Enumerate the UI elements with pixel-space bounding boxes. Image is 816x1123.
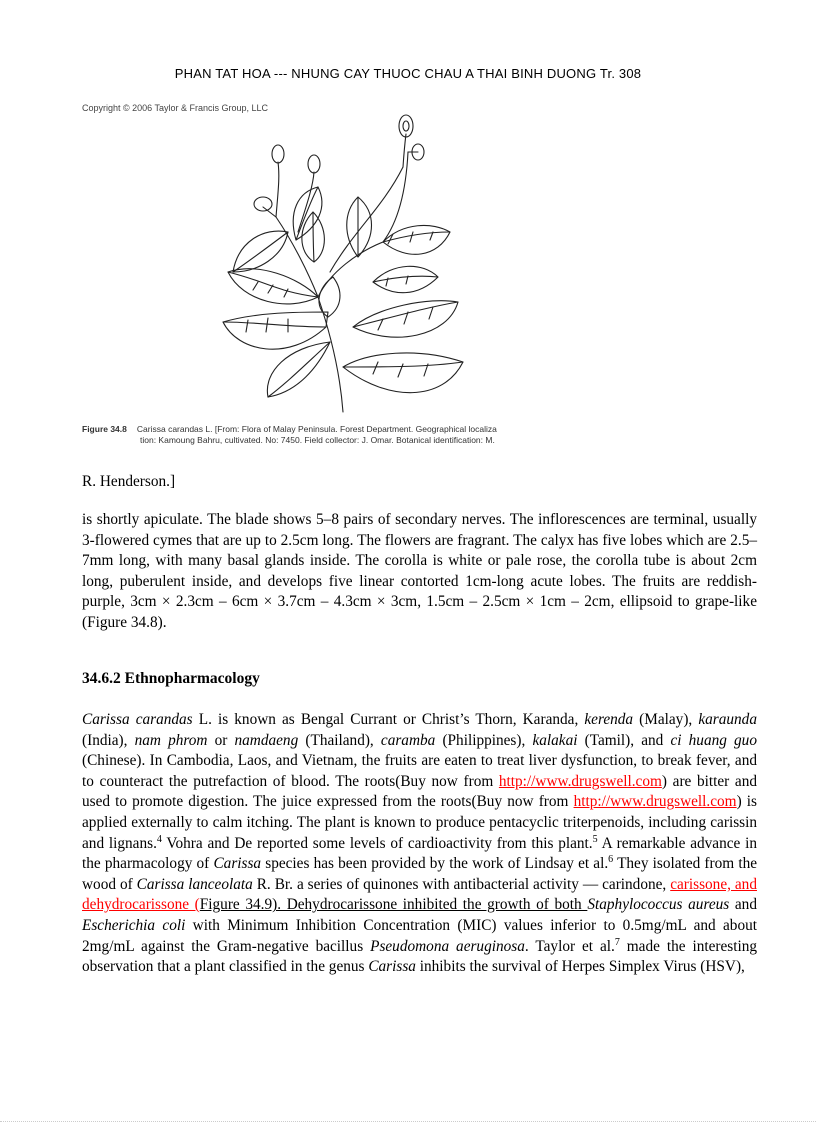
genus-name: Carissa (368, 958, 416, 976)
text-span: ) are bitter and used to promote digestion. The juice expressed from the roots(Buy now from (82, 772, 757, 811)
caption-continuation: R. Henderson.] (82, 473, 176, 490)
page-header: PHAN TAT HOA --- NHUNG CAY THUOC CHAU A THAI BINH DUONG Tr. 308 (174, 66, 642, 81)
drugswell-link-2[interactable]: http://www.drugswell.com (573, 793, 737, 811)
local-name: kalakai (532, 731, 578, 749)
text-span: A remarkable advance in the pharmacology of (82, 834, 757, 873)
text-span: species has been provided by the work of Lindsay et al. (261, 855, 609, 873)
copyright-notice: Copyright © 2006 Taylor & Francis Group, LLC (82, 103, 269, 113)
reference-7: 7 (614, 936, 620, 948)
section-heading: 34.6.2 Ethnopharmacology (82, 670, 260, 687)
underlined-text: Figure 34.9). Dehydrocarissone inhibited the growth of both (199, 896, 588, 914)
text-span: with Minimum Inhibition Concentration (MIC) values inferior to 0.5mg/mL and about 2mg/mL against the Gram-negative bacillus (82, 916, 758, 955)
text-span: (Philippines), (435, 731, 533, 749)
text-span: (India), (82, 731, 135, 749)
bacteria-name: Escherichia coli (82, 916, 186, 934)
text-span: . Taylor et al. (524, 937, 615, 955)
species-name: Carissa carandas (82, 711, 193, 728)
species-name: Carissa lanceolata (136, 875, 253, 893)
local-name: karaunda (698, 711, 757, 728)
text-span: (Thailand), (298, 731, 381, 749)
text-span: ) is applied externally to calm itching. The plant is known to produce pentacyclic triterpenoids, including carissin and lignans. (82, 793, 757, 852)
text-span: (Chinese). In Cambodia, Laos, and Vietnam, the fruits are eaten to treat liver dysfunction, to break fever, and to counteract the putrefaction of blood. The roots(Buy now from (82, 752, 757, 790)
local-name: namdaeng (234, 731, 299, 749)
page-bottom-rule (0, 1121, 816, 1122)
local-name: caramba (380, 731, 436, 749)
ethnopharmacology-paragraph (82, 710, 757, 978)
plant-illustration (218, 112, 468, 417)
figure-caption (82, 424, 642, 446)
reference-5: 5 (592, 833, 598, 845)
text-span: R. Br. a series of quinones with antibacterial activity — carindone, (252, 875, 671, 893)
figure-label: Figure 34.8 (82, 424, 127, 434)
text-span: They isolated from the wood of (82, 855, 758, 893)
local-name: nam phrom (134, 731, 208, 749)
reference-6: 6 (608, 854, 614, 866)
local-name: kerenda (584, 711, 634, 728)
text-span: inhibits the survival of Herpes Simplex Virus (HSV), (415, 958, 745, 976)
text-span: L. is known as Bengal Currant or Christ’s Thorn, Karanda, (192, 711, 585, 728)
bacteria-name: Staphylococcus aureus (587, 896, 730, 914)
figure-caption-line1: Carissa carandas L. [From: Flora of Malay Peninsula. Forest Department. Geographical localiza (136, 424, 497, 434)
text-span: (Tamil), and (577, 731, 671, 749)
description-paragraph: is shortly apiculate. The blade shows 5–8 pairs of secondary nerves. The inflorescences are terminal, usually 3-flowered cymes that are up to 2.5cm long. The flowers are fragrant. The calyx has five lobes which are 2.5–7mm long, with many basal glands inside. The corolla is white or pale rose, the corolla tube is about 2cm long, puberulent inside, and develops five linear contorted 1cm-long acute lobes. The fruits are reddish-purple, 3cm × 2.3cm – 6cm × 3.7cm – 4.3cm × 3cm, 1.5cm – 2.5cm × 1cm – 2cm, ellipsoid to grape-like (Figure 34.8). (82, 511, 757, 631)
figure-caption-line2: tion: Kamoung Bahru, cultivated. No: 7450. Field collector: J. Omar. Botanical identification: M. (140, 435, 495, 445)
text-span: or (207, 731, 235, 749)
text-span: and (729, 896, 757, 914)
reference-4: 4 (156, 833, 162, 845)
drugswell-link-1[interactable]: http://www.drugswell.com (498, 772, 662, 790)
genus-name: Carissa (213, 855, 262, 873)
text-span: Vohra and De reported some levels of cardioactivity from this plant. (161, 834, 593, 852)
text-span: (Malay), (633, 711, 699, 728)
local-name: ci huang guo (670, 731, 757, 749)
text-span: made the interesting observation that a plant classified in the genus (82, 937, 758, 976)
quinones-link[interactable]: carissone, and dehydrocarissone ( (82, 875, 757, 914)
bacteria-name: Pseudomona aeruginosa (370, 937, 525, 955)
